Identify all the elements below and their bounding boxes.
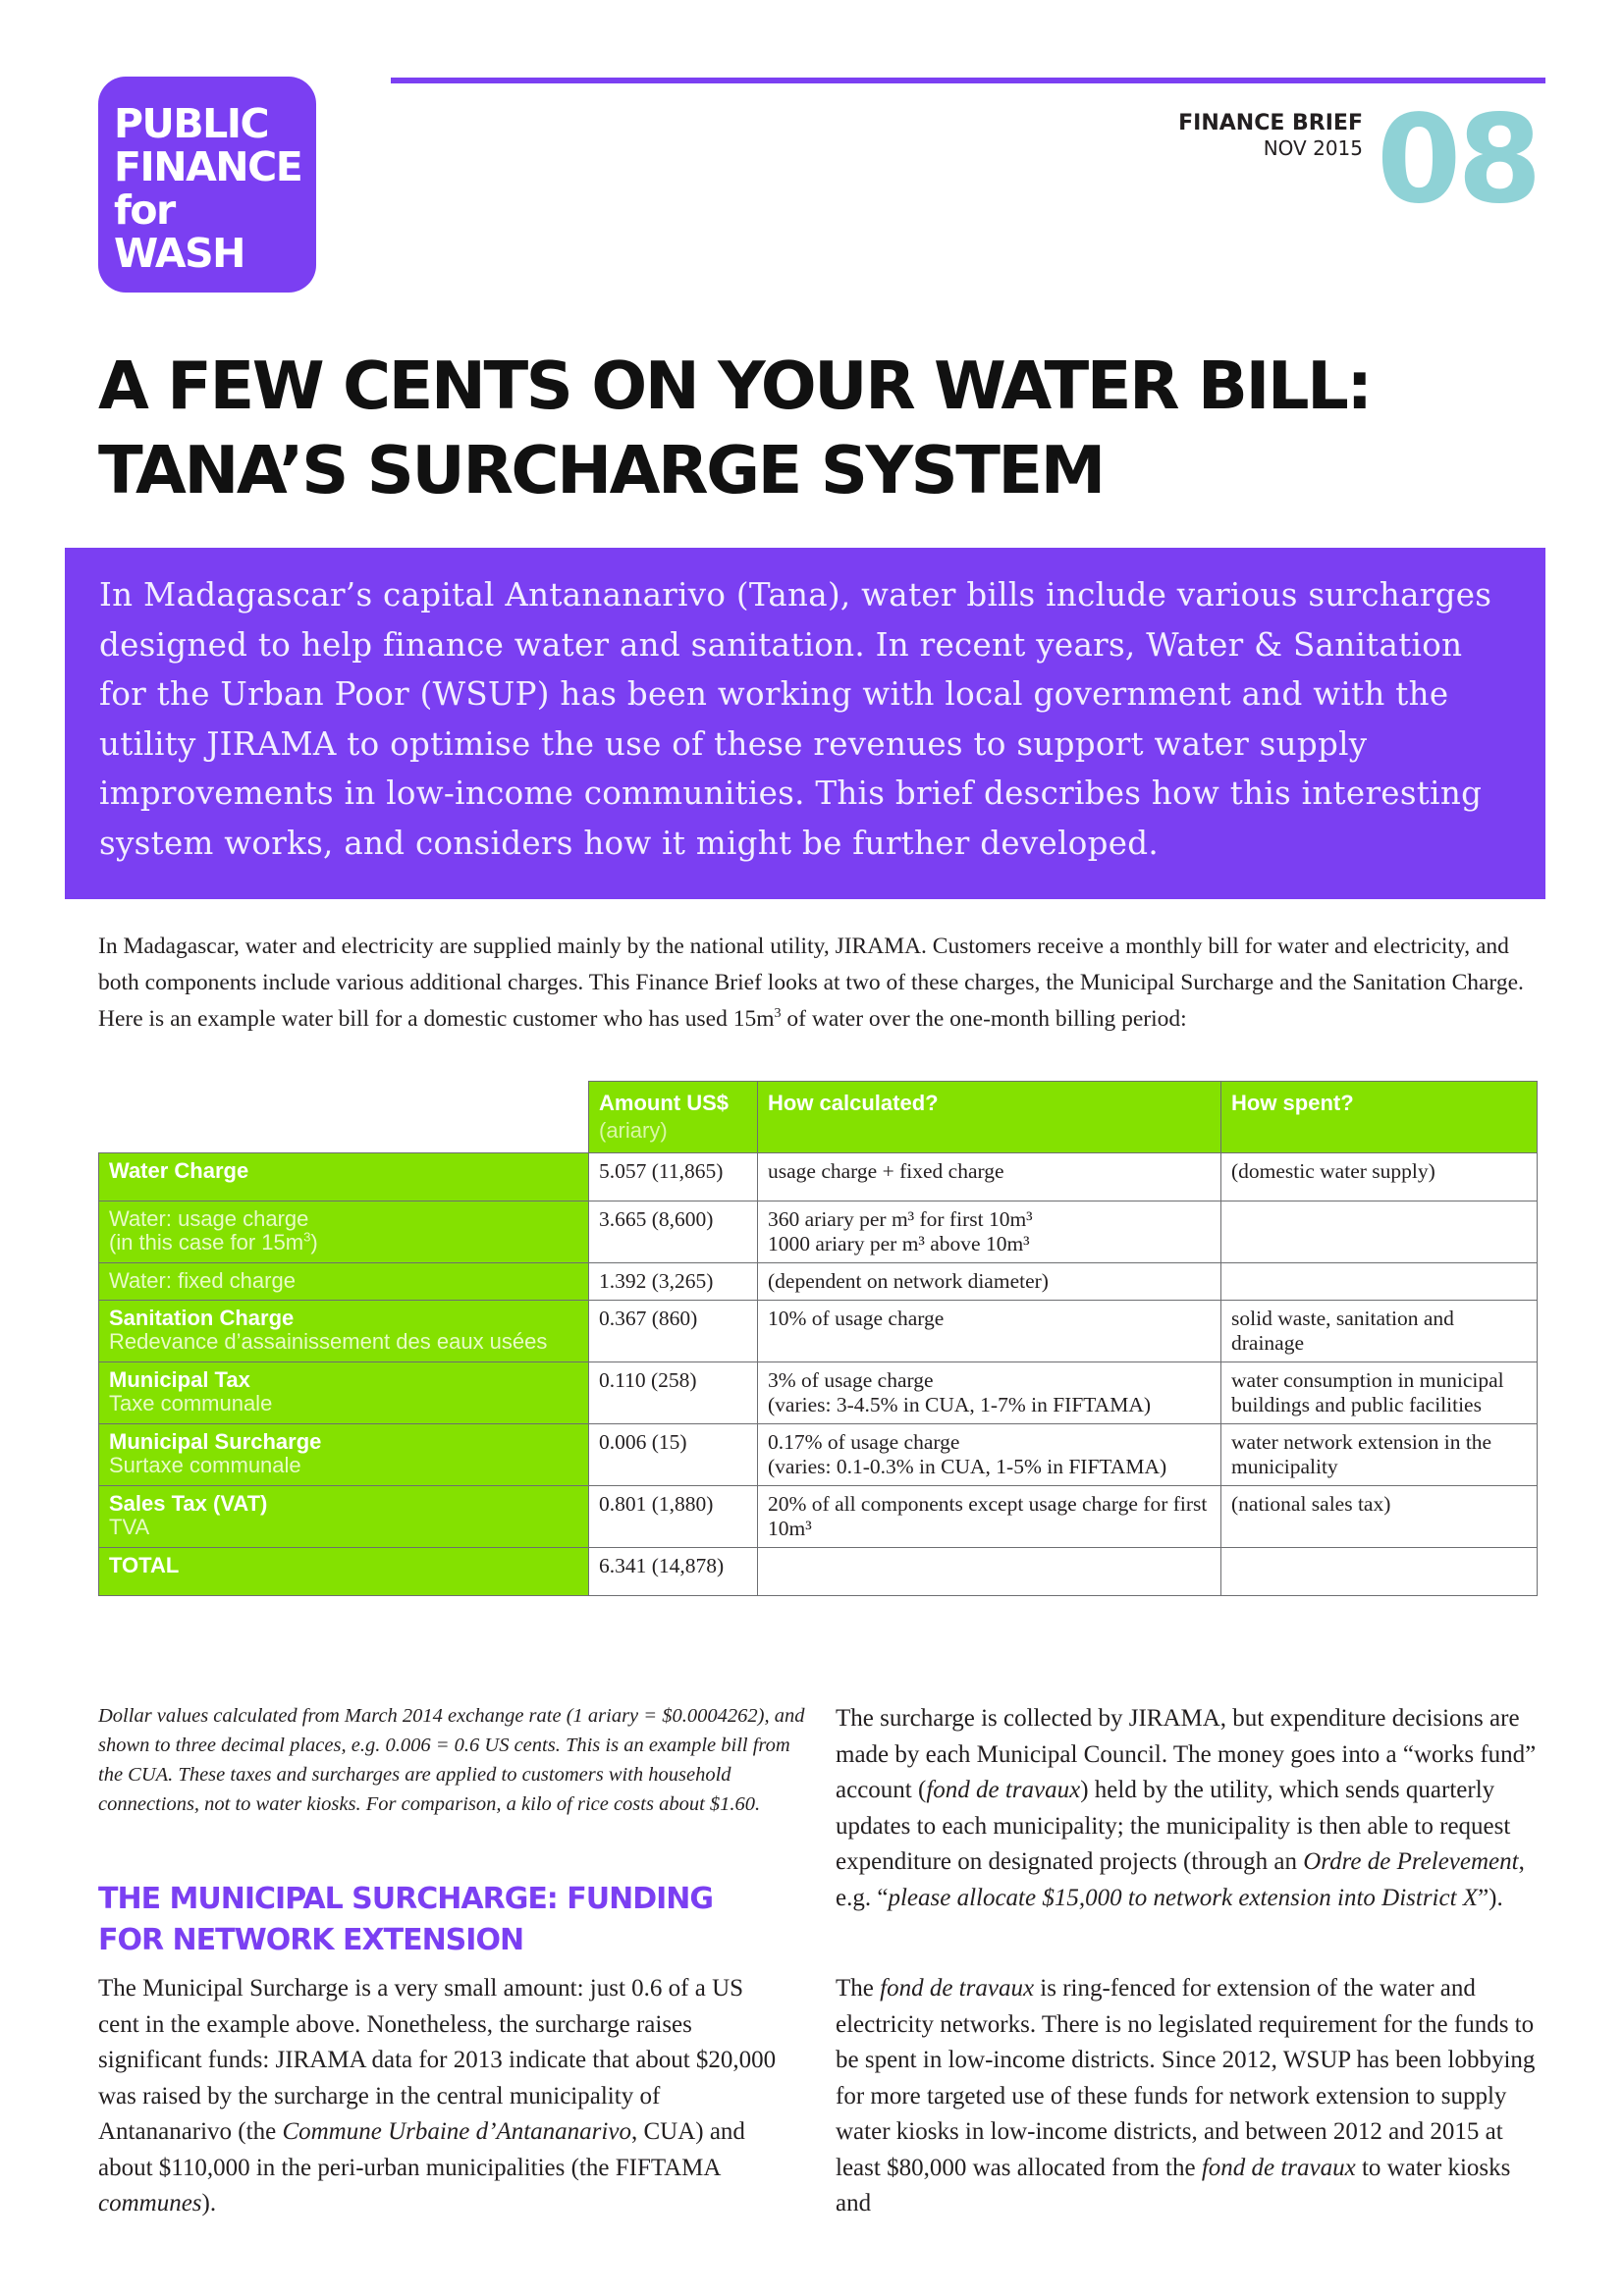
italic-text: fond de travaux (1201, 2154, 1356, 2181)
row-label-light: ) (310, 1230, 318, 1255)
row-label (99, 1201, 589, 1263)
calc-line: 3% of usage charge (768, 1368, 934, 1392)
table-note: Dollar values calculated from March 2014 exchange rate (1 ariary = $0.0004262), and shown to three decimal places, e.g. 0.006 = 0.6 US cents. This is an example bill from the CUA. These taxes and surcharges are applied to customers with household connections, not to water kiosks. For comparison, a kilo of rice costs about $1.60. (98, 1705, 805, 1815)
logo-line-2: FINANCE (114, 143, 302, 190)
row-calculation: 20% of all components except usage charge for first 10m³ (758, 1486, 1221, 1548)
row-label (99, 1362, 589, 1424)
row-amount: 3.665 (8,600) (589, 1201, 758, 1263)
row-calculation: (dependent on network diameter) (758, 1263, 1221, 1301)
calc-line: 360 ariary per m³ for first 10m³ (768, 1207, 1033, 1231)
body-text: ”). (1478, 1884, 1503, 1911)
row-calculation (758, 1362, 1221, 1424)
table-header-row (99, 1082, 1538, 1153)
header-how-calculated: How calculated? (758, 1082, 1221, 1153)
row-label (99, 1153, 589, 1201)
row-calculation: 10% of usage charge (758, 1301, 1221, 1362)
header-how-spent: How spent? (1221, 1082, 1538, 1153)
row-amount: 0.006 (15) (589, 1424, 758, 1486)
page-title (98, 344, 1371, 512)
row-label-light: Water: usage charge (109, 1206, 309, 1231)
row-label (99, 1301, 589, 1362)
row-spent: water consumption in municipal buildings and public facilities (1221, 1362, 1538, 1424)
italic-text: fond de travaux (926, 1777, 1081, 1803)
row-amount: 6.341 (14,878) (589, 1548, 758, 1596)
row-label-main: TOTAL (109, 1553, 180, 1577)
right-paragraph-1 (836, 1701, 1543, 1916)
table-row (99, 1424, 1538, 1486)
section-paragraph (98, 1971, 785, 2222)
row-calculation (758, 1424, 1221, 1486)
calc-line: (varies: 3-4.5% in CUA, 1-7% in FIFTAMA) (768, 1393, 1152, 1416)
body-text: The (836, 1975, 881, 2002)
body-text: The Municipal Surcharge is a very small amount: just 0.6 of a US cent in the example above. Nonetheless, the surcharge raises significant funds: JIRAMA data for 2013 indicate that about $20,000 was raised by the surcharge in the central municipality of Antananarivo (the (98, 1975, 777, 2145)
body-text: , e.g. “ (836, 1848, 1525, 1911)
row-label (99, 1548, 589, 1596)
water-bill-table (98, 1081, 1538, 1596)
calc-line: 0.17% of usage charge (768, 1430, 960, 1454)
row-spent (1221, 1263, 1538, 1301)
italic-text: Commune Urbaine d’Antananarivo (282, 2118, 631, 2145)
row-label-light: (in this case for 15m (109, 1230, 304, 1255)
body-text: In Madagascar, water and electricity are supplied mainly by the national utility, JIRAMA. Customers receive a monthly bill for water and electricity, and both components include various additional charges. This Finance Brief looks at two of these charges, the Municipal Surcharge and the Sanitation Charge. Here is an example water bill for a domestic customer who has used 15m (98, 934, 1524, 1032)
superscript: 3 (774, 1005, 782, 1022)
brief-label (1178, 111, 1363, 160)
right-paragraph-2 (836, 1971, 1543, 2222)
body-paragraph-1 (98, 929, 1547, 1038)
body-text: ) held by the utility, which sends quarterly updates to each municipality; the municipality is then able to request expenditure on designated projects (through an (836, 1777, 1511, 1875)
header-amount-label: Amount US$ (599, 1091, 729, 1115)
row-label-main: Municipal Tax (109, 1367, 250, 1392)
row-amount: 1.392 (3,265) (589, 1263, 758, 1301)
body-text: of water over the one-month billing period: (781, 1006, 1187, 1032)
table-row (99, 1486, 1538, 1548)
row-label-main: Sales Tax (VAT) (109, 1491, 268, 1516)
row-label-light: Water: fixed charge (109, 1268, 296, 1293)
logo-line-1: PUBLIC (114, 100, 269, 147)
body-text: , CUA) and about $110,000 in the peri-urban municipalities (the FIFTAMA (98, 2118, 745, 2181)
row-label-main: Water Charge (109, 1158, 249, 1183)
row-label (99, 1263, 589, 1301)
row-label (99, 1424, 589, 1486)
row-spent (1221, 1548, 1538, 1596)
italic-text: fond de travaux (880, 1975, 1035, 2002)
row-label-main: Municipal Surcharge (109, 1429, 322, 1454)
row-spent: solid waste, sanitation and drainage (1221, 1301, 1538, 1362)
row-amount: 0.367 (860) (589, 1301, 758, 1362)
table-row (99, 1153, 1538, 1201)
italic-text: communes (98, 2190, 202, 2216)
italic-text: Ordre de Prelevement (1303, 1848, 1519, 1875)
title-line-1: A FEW CENTS ON YOUR WATER BILL: (98, 347, 1371, 424)
section-heading: THE MUNICIPAL SURCHARGE: FUNDING FOR NETWORK EXTENSION (98, 1882, 714, 1957)
body-text: to water kiosks and (836, 2154, 1511, 2216)
table-row (99, 1263, 1538, 1301)
calc-line: (varies: 0.1-0.3% in CUA, 1-5% in FIFTAMA) (768, 1455, 1167, 1478)
header-amount-unit: (ariary) (599, 1118, 668, 1143)
row-label-sub: Surtaxe communale (109, 1453, 301, 1477)
body-text: ). (201, 2190, 217, 2216)
body-text: is ring-fenced for extension of the water and electricity networks. There is no legislated requirement for the funds to be spent in low-income districts. Since 2012, WSUP has been lobbying for more targeted use of these funds for network extension to supply water kiosks in low-income districts, and between 2012 and 2015 at least $80,000 was allocated from the (836, 1975, 1536, 2181)
table-row (99, 1301, 1538, 1362)
issue-number: 08 (1377, 89, 1539, 231)
header-amount (589, 1082, 758, 1153)
table-row-total (99, 1548, 1538, 1596)
row-spent: (domestic water supply) (1221, 1153, 1538, 1201)
calc-line: 1000 ariary per m³ above 10m³ (768, 1232, 1030, 1255)
intro-box (65, 548, 1545, 899)
logo-line-3: for WASH (114, 187, 244, 277)
table-corner (99, 1082, 589, 1153)
row-calculation: usage charge + fixed charge (758, 1153, 1221, 1201)
logo (98, 77, 316, 293)
row-amount: 0.801 (1,880) (589, 1486, 758, 1548)
row-label (99, 1486, 589, 1548)
row-label-sub: TVA (109, 1515, 150, 1539)
row-label-main: Sanitation Charge (109, 1306, 295, 1330)
body-text: The surcharge is collected by JIRAMA, but expenditure decisions are made by each Municipal Council. The money goes into a “works fund” account ( (836, 1705, 1537, 1803)
title-line-2: TANA’S SURCHARGE SYSTEM (98, 432, 1104, 508)
row-amount: 5.057 (11,865) (589, 1153, 758, 1201)
row-label-sub: Taxe communale (109, 1391, 273, 1415)
table-row (99, 1362, 1538, 1424)
intro-text: In Madagascar’s capital Antananarivo (Tana), water bills include various surcharges designed to help finance water and sanitation. In recent years, Water & Sanitation for the Urban Poor (WSUP) has been working with local government and with the utility JIRAMA to optimise the use of these revenues to support water supply improvements in low-income communities. This brief describes how this interesting system works, and considers how it might be further developed. (99, 576, 1492, 862)
row-amount: 0.110 (258) (589, 1362, 758, 1424)
issue-date: NOV 2015 (1263, 136, 1363, 160)
series-label: FINANCE BRIEF (1178, 111, 1363, 135)
italic-text: please allocate $15,000 to network extension into District X (888, 1884, 1479, 1911)
row-label-sub: Redevance d’assainissement des eaux usées (109, 1329, 548, 1354)
superscript: 3 (303, 1229, 311, 1245)
row-calculation (758, 1548, 1221, 1596)
row-spent (1221, 1201, 1538, 1263)
row-spent: (national sales tax) (1221, 1486, 1538, 1548)
header-rule (391, 78, 1545, 83)
row-calculation (758, 1201, 1221, 1263)
row-spent: water network extension in the municipality (1221, 1424, 1538, 1486)
table-row (99, 1201, 1538, 1263)
